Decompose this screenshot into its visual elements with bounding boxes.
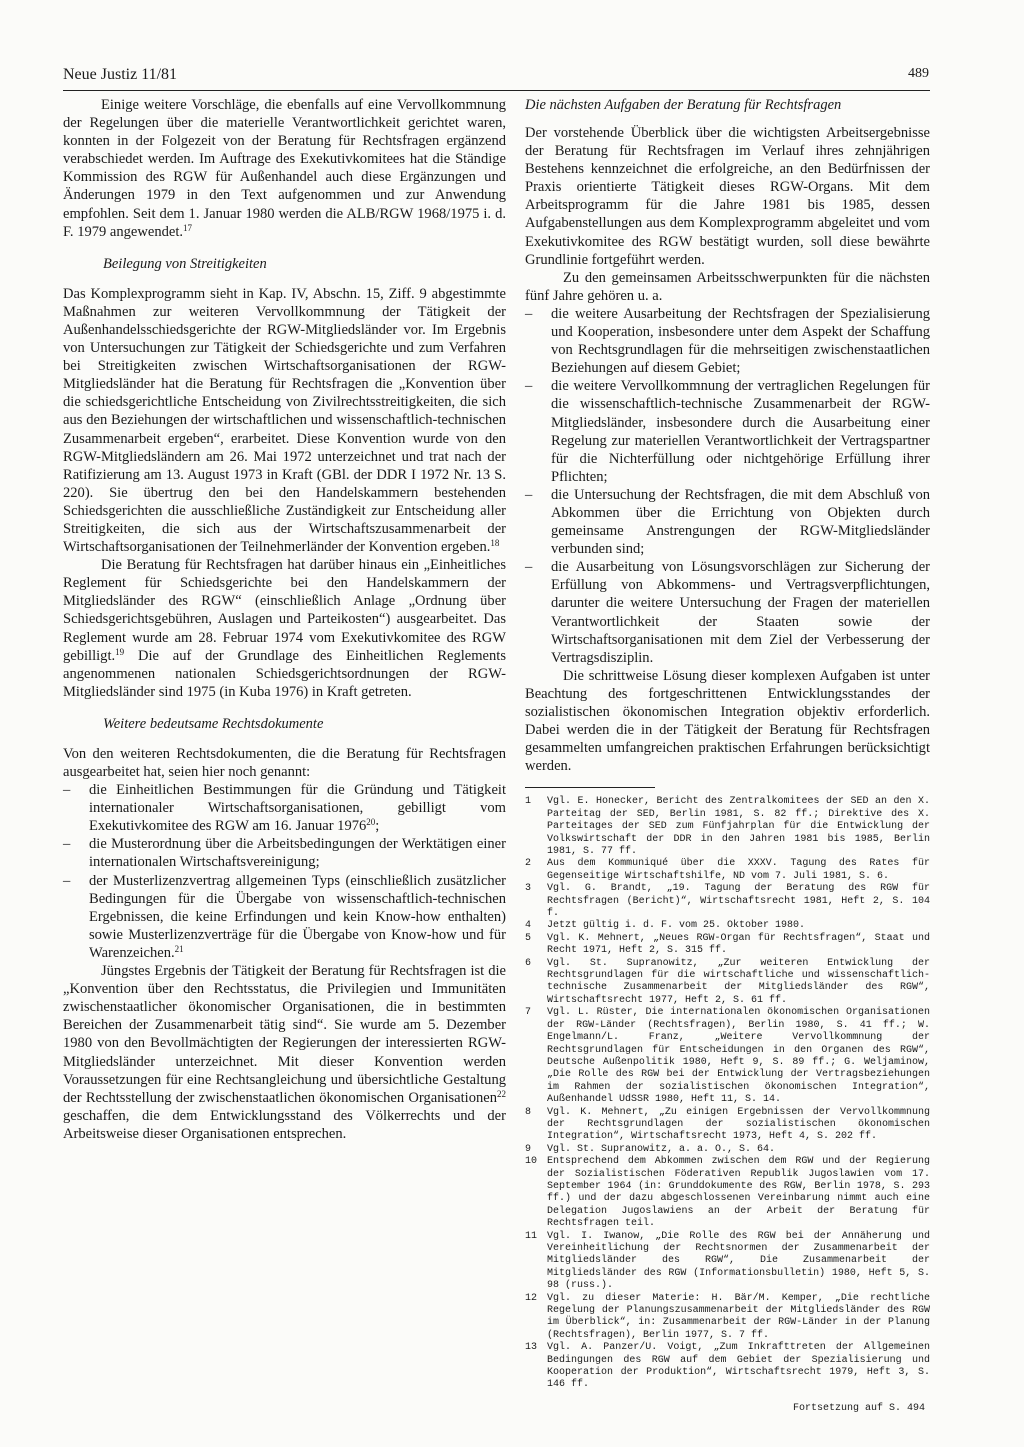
list-item: – die Musterordnung über die Arbeitsbedingungen der Werktätigen einer internationalen Wirtschaftsvereinigung; (63, 835, 506, 871)
footnotes (525, 796, 930, 1392)
footnote-number: 11 (525, 1230, 538, 1242)
list-item: – die Ausarbeitung von Lösungsvorschlägen zur Sicherung der Erfüllung von Abkommens- und Vertragsverpflichtungen, darunter die weitere Untersuchung der Fragen der materiellen Verantwortlichkeit der Staaten sowie der Wirtschaftsorganisationen mit dem Ziel der Verbesserung der Vertragsdisziplin. (525, 558, 930, 667)
footnote-text: Vgl. L. Rüster, Die internationalen ökonomischen Organisationen der RGW-Länder (Rechtsfragen), Berlin 1980, S. 41 ff.; W. Engelmann/L. Franz, „Weitere Vervollkommnung der Rechtsgrundlagen für Entscheidungen in den Organen des RGW“, Deutsche Außenpolitik 1980, Heft 9, S. 89 ff.; G. Weljaminow, „Die Rolle des RGW bei der Entwicklung der Vertragsbeziehungen im Rahmen der sozialistischen ökonomischen Integration“, Außenhandel UdSSR 1980, Heft 11, S. 14. (547, 1007, 930, 1106)
list-item: – die weitere Vervollkommnung der vertraglichen Regelungen für die wissenschaftlich-technische Zusammenarbeit der RGW-Mitgliedsländer, insbesondere durch die Ausarbeitung einer Regelung zur materiellen Verantwortlichkeit der Vertragspartner für die Nichterfüllung oder nichtgehörige Erfüllung ihrer Pflichten; (525, 377, 930, 486)
footnote-number: 3 (525, 883, 532, 895)
list-item: – der Musterlizenzvertrag allgemeinen Typs (einschließlich zusätzlicher Bedingungen für die Übergabe von wissenschaftlich-technischen Ergebnissen, die keine Erfindungen und kein Know-how enthalten) sowie Musterlizenzverträge für die Übergabe von Know-how und für Warenzeichen.$^{21}$ (63, 872, 506, 962)
list-item: – die Untersuchung der Rechtsfragen, die mit dem Abschluß von Abkommen über die Errichtung von Objekten durch gemeinsame Anstrengungen der RGW-Mitgliedsländer verbunden sind; (525, 486, 930, 558)
footnote-ref: 19 (115, 646, 125, 657)
footnote (525, 858, 930, 883)
footnote-text: Vgl. St. Supranowitz, a. a. O., S. 64. (547, 1143, 776, 1155)
footnote (525, 1342, 930, 1392)
paragraph: Das Komplexprogramm sieht in Kap. IV, Abschn. 15, Ziff. 9 abgestimmte Maßnahmen zur weiteren Vervollkommnung der Tätigkeit der Außenhandelsschiedsgerichte der RGW-Mitgliedsländer vor. Im Ergebnis von Untersuchungen zur Tätigkeit der Schiedsgerichte und zum Verfahren bei Streitigkeiten zwischen Wirtschaftsorganisationen der RGW-Mitgliedsländer hat die Beratung für Rechtsfragen die „Konvention über die schiedsgerichtliche Entscheidung von Zivilrechtsstreitigkeiten, die sich aus den Beziehungen der wirtschaftlichen und wissenschaftlich-technischen Zusammenarbeit ergeben“, erarbeitet. Diese Konvention wurde von den RGW-Mitgliedsländern am 26. Mai 1972 unterzeichnet und trat nach der Ratifizierung am 13. August 1973 in Kraft (GBl. der DDR I 1972 Nr. 13 S. 220). Sie übertrug den bei den Handelskammern bestehenden Schiedsgerichten die ausschließliche Zuständigkeit zur Entscheidung aller Streitigkeiten, die sich aus der Wirtschaftszusammenarbeit der Wirtschaftsorganisationen der Teilnehmerländer der Konvention ergeben.$^{18}$ (63, 285, 506, 556)
footnote-number: 7 (525, 1007, 532, 1019)
section-heading: Weitere bedeutsame Rechtsdokumente (103, 715, 324, 732)
footnote-number: 1 (525, 796, 532, 808)
footnote (525, 920, 930, 932)
footnote-number: 2 (525, 858, 532, 870)
document-list (63, 781, 506, 962)
footnote (525, 933, 930, 958)
paragraph: Der vorstehende Überblick über die wichtigsten Arbeitsergebnisse der Beratung für Rechtsfragen im Verlauf ihres zehnjährigen Bestehens kennzeichnet die erfolgreiche, an den Bedürfnissen der Praxis orientierte Tätigkeit dieses RGW-Organs. Mit dem Arbeitsprogramm für die Jahre 1981 bis 1985, dessen Aufgabenstellungen aus dem Komplexprogramm abgeleitet und vom Exekutivkomitee des RGW bestätigt wurden, soll diese bewährte Grundlinie fortgeführt werden. (525, 125, 930, 268)
footnote (525, 1144, 930, 1156)
footnote-text: Jetzt gültig i. d. F. vom 25. Oktober 1980. (547, 920, 806, 932)
footnote-text: Vgl. K. Mehnert, „Neues RGW-Organ für Rechtsfragen“, Staat und Recht 1971, Heft 2, S. 315 ff. (547, 932, 930, 957)
footnote-ref: 17 (183, 222, 193, 233)
footnote-number: 9 (525, 1143, 532, 1155)
footnote (525, 796, 930, 858)
footnote-text: Vgl. E. Honecker, Bericht des Zentralkomitees der SED an den X. Parteitag der SED, Berlin 1981, S. 82 ff.; Direktive des X. Parteitages der SED zum Fünfjahrplan für die Entwicklung der Volkswirtschaft der DDR in den Jahren 1981 bis 1985, Berlin 1981, S. 77 ff. (547, 796, 930, 857)
paragraph: Von den weiteren Rechtsdokumenten, die die Beratung für Rechtsfragen ausgearbeitet hat, seien hier noch genannt: (63, 745, 506, 780)
right-column (525, 96, 930, 1418)
footnote-text: Vgl. A. Panzer/U. Voigt, „Zum Inkrafttreten der Allgemeinen Bedingungen des RGW auf dem Gebiet der Spezialisierung und Kooperation der Produktion“, Wirtschaftsrecht 1979, Heft 3, S. 146 ff. (547, 1342, 930, 1391)
footnote-text: Vgl. I. Iwanow, „Die Rolle des RGW bei der Annäherung und Vereinheitlichung der Rechtsnormen der Zusammenarbeit der Mitgliedsländer des RGW“, Die Zusammenarbeit der Mitgliedsländer des RGW (Informationsbulletin) 1980, Heft 5, S. 98 (russ.). (547, 1230, 930, 1292)
footnote-text: Vgl. G. Brandt, „19. Tagung der Beratung des RGW für Rechtsfragen (Bericht)“, Wirtschaftsrecht 1981, Heft 2, S. 104 f. (547, 883, 930, 920)
footnote (525, 883, 930, 920)
header-rule (63, 90, 930, 91)
footnote-text: Entsprechend dem Abkommen zwischen dem RGW und der Regierung der Sozialistischen Föderativen Republik Jugoslawien vom 17. September 1964 (in: Grunddokumente des RGW, Berlin 1978, S. 293 ff.) und der dazu abgeschlossenen Vereinbarung nimmt auch eine Delegation Jugoslawiens an der Arbeit der Beratung für Rechtsfragen teil. (547, 1156, 930, 1230)
paragraph: Jüngstes Ergebnis der Tätigkeit der Beratung für Rechtsfragen ist die „Konvention über den Rechtsstatus, die Privilegien und Immunitäten zwischenstaatlicher ökonomischer Organisationen, die in bestimmten Bereichen der Zusammenarbeit tätig sind“. Sie wurde am 5. Dezember 1980 von den Bevollmächtigten der Regierungen der interessierten RGW-Mitgliedsländer unterzeichnet. Mit dieser Konvention werden Voraussetzungen für eine Rechtsangleichung und übersichtliche Gestaltung der Rechtsstellung der zwischenstaatlichen ökonomischen Organisationen$^{22}$ geschaffen, die dem Entwicklungsstand des Völkerrechts und der Arbeitsweise dieser Organisationen entsprechen. (63, 963, 506, 1142)
footnote-text: Vgl. zu dieser Materie: H. Bär/M. Kemper, „Die rechtliche Regelung der Planungszusammenarbeit der Mitgliedsländer des RGW im Überblick“, in: Zusammenarbeit der RGW-Länder in der Planung (Rechtsfragen), Berlin 1977, S. 7 ff. (547, 1292, 930, 1341)
footnote-number: 4 (525, 920, 532, 932)
footnote-number: 13 (525, 1342, 538, 1354)
footnote-text: Vgl. K. Mehnert, „Zu einigen Ergebnissen der Vervollkommnung der Rechtsgrundlagen der sozialistischen ökonomischen Integration“, Wirtschaftsrecht 1973, Heft 4, S. 202 ff. (547, 1106, 930, 1143)
footnote-ref: 20 (366, 817, 376, 828)
footnote-ref: 18 (490, 538, 500, 549)
footnote (525, 1231, 930, 1293)
task-list (525, 305, 930, 667)
footnote-number: 12 (525, 1292, 538, 1304)
footnote-rule (525, 787, 655, 788)
footnote-text: Aus dem Kommuniqué über die XXXV. Tagung des Rates für Gegenseitige Wirtschaftshilfe, ND vom 7. Juli 1981, S. 6. (547, 858, 930, 882)
footnote (525, 958, 930, 1008)
footnote (525, 1156, 930, 1230)
paragraph: Zu den gemeinsamen Arbeitsschwerpunkten für die nächsten fünf Jahre gehören u. a. (525, 269, 930, 304)
paragraph: Einige weitere Vorschläge, die ebenfalls auf eine Vervollkommnung der Regelungen über die materielle Verantwortlichkeit gerichtet waren, konnten in der Folgezeit von der Beratung für Rechtsfragen ergänzend verabschiedet werden. Im Auftrage des Exekutivkomitees hat die Ständige Kommission des RGW für Außenhandel auch diese Ergänzungen und Änderungen 1979 in den Text aufgenommen und zur Anwendung empfohlen. Seit dem 1. Januar 1980 werden die ALB/RGW 1968/1975 i. d. F. 1979 angewendet.$^{17}$ (63, 97, 506, 240)
footnote-number: 10 (525, 1156, 538, 1168)
footnote-number: 5 (525, 932, 532, 944)
footnote-ref: 22 (497, 1088, 506, 1099)
footnote-ref: 21 (174, 943, 184, 954)
section-heading: Beilegung von Streitigkeiten (103, 255, 267, 272)
footnote-text: Vgl. St. Supranowitz, „Zur weiteren Entwicklung der Rechtsgrundlagen für die wirtschaftliche und wissenschaftlich-technische Zusammenarbeit der Mitgliedsländer des RGW“, Wirtschaftsrecht 1977, Heft 2, S. 61 ff. (547, 957, 930, 1006)
continuation-note: Fortsetzung auf S. 494 (792, 1402, 925, 1414)
section-heading: Die nächsten Aufgaben der Beratung für Rechtsfragen (525, 97, 842, 113)
footnote-number: 8 (525, 1106, 532, 1118)
left-column (63, 96, 506, 1143)
journal-title: Neue Justiz 11/81 (63, 66, 178, 83)
list-item: – die weitere Ausarbeitung der Rechtsfragen der Spezialisierung und Kooperation, insbesondere unter dem Aspekt der Schaffung von Rechtsgrundlagen für die mehrseitigen zwischenstaatlichen Beziehungen auf diesem Gebiet; (525, 305, 930, 377)
list-item: – die Einheitlichen Bestimmungen für die Gründung und Tätigkeit internationaler Wirtschaftsorganisationen, gebilligt vom Exekutivkomitee des RGW am 16. Januar 1976$^{20}$; (63, 781, 506, 835)
page-number: 489 (908, 66, 929, 81)
paragraph: Die Beratung für Rechtsfragen hat darüber hinaus ein „Einheitliches Reglement für Schiedsgerichte bei den Handelskammern der Mitgliedsländer des RGW“ (einschließlich Anlage „Ordnung über Schiedsgerichtsgebühren, Auslagen und Parteikosten“) ausgearbeitet. Das Reglement wurde am 28. Februar 1974 vom Exekutivkomitee des RGW gebilligt.$^{19}$ Die auf der Grundlage des Einheitlichen Reglements angenommenen nationalen Schiedsgerichtsordnungen der RGW-Mitgliedsländer sind 1975 (in Kuba 1976) in Kraft getreten. (63, 557, 506, 700)
footnote-number: 6 (525, 957, 532, 969)
footnote (525, 1107, 930, 1144)
footnote (525, 1293, 930, 1343)
paragraph: Die schrittweise Lösung dieser komplexen Aufgaben ist unter Beachtung des fortgeschrittenen Entwicklungsstandes der sozialistischen ökonomischen Integration objektiv erforderlich. Dabei werden die in der Tätigkeit der Beratung für Rechtsfragen gesammelten umfangreichen praktischen Erfahrungen berücksichtigt werden. (525, 667, 930, 775)
footnote (525, 1007, 930, 1106)
